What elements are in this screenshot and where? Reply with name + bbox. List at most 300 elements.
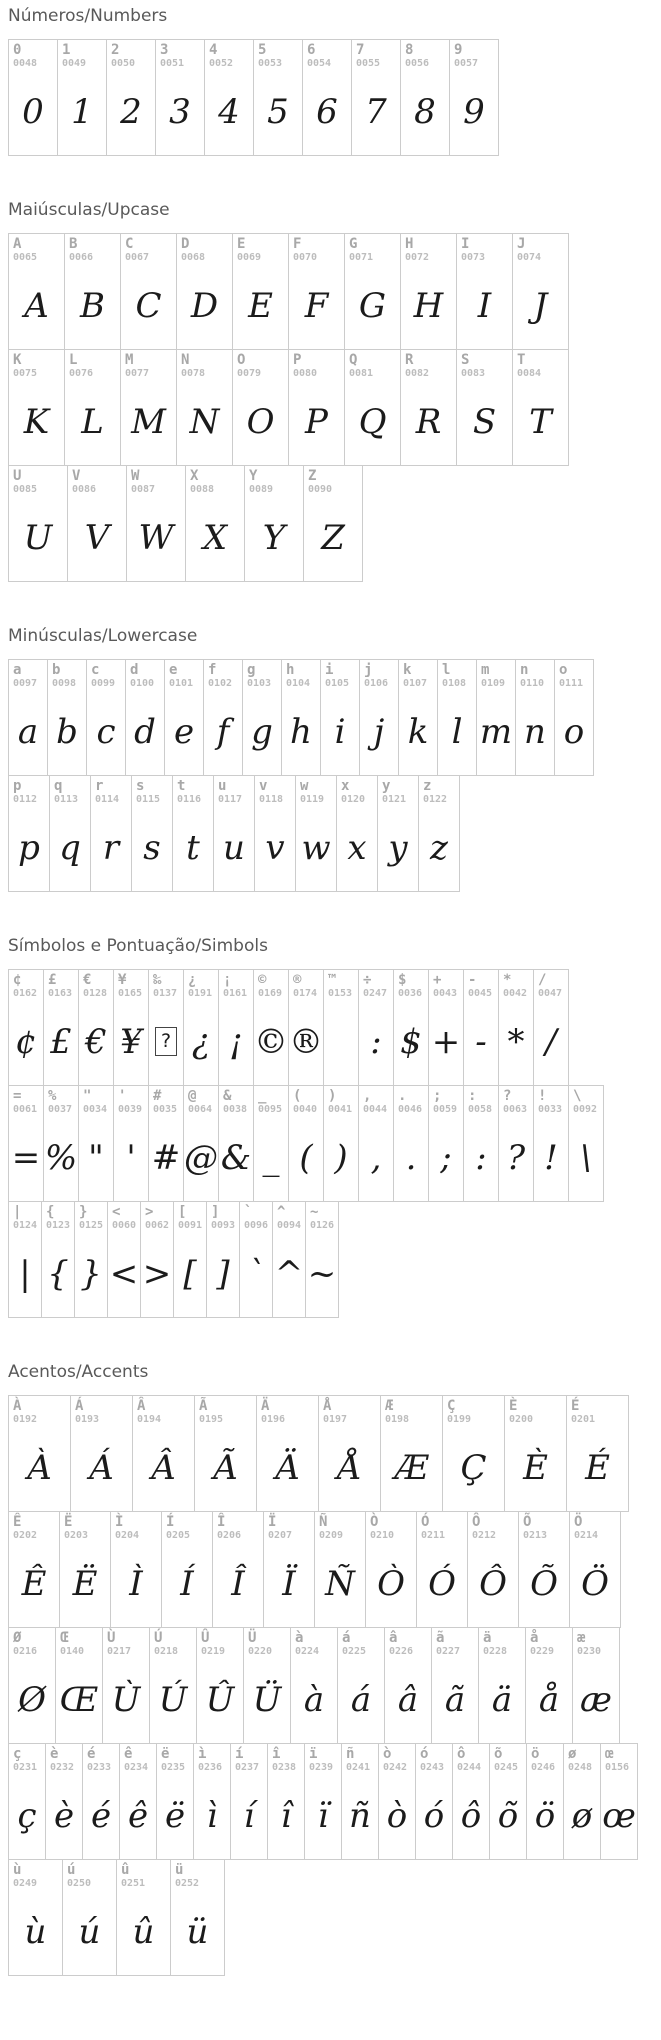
- char-code: 0229: [530, 1646, 555, 1657]
- glyph-preview: [131, 496, 181, 579]
- glyph-char: ó: [423, 1795, 445, 1836]
- char-label: P: [293, 352, 302, 368]
- glyph-char: I: [477, 285, 492, 326]
- glyph-char: Í: [180, 1563, 194, 1604]
- char-code: 0065: [13, 252, 38, 263]
- glyph-preview: [223, 1000, 249, 1083]
- glyph-preview: [220, 1116, 252, 1199]
- char-cell: [563, 1743, 601, 1860]
- glyph-char: P: [305, 401, 328, 442]
- glyph-preview: [307, 1232, 337, 1315]
- glyph-preview: [356, 70, 396, 153]
- glyph-char: ^: [274, 1253, 304, 1294]
- char-label: Î: [217, 1514, 226, 1530]
- char-label: r: [95, 778, 104, 794]
- char-code: 0211: [421, 1530, 446, 1541]
- char-code: 0195: [199, 1414, 224, 1425]
- char-code: 0126: [310, 1220, 335, 1231]
- char-cell: [57, 39, 107, 156]
- char-label: ~: [310, 1204, 319, 1220]
- glyph-char: p: [18, 827, 40, 868]
- glyph-preview: [268, 1542, 310, 1625]
- char-code: 0193: [75, 1414, 100, 1425]
- char-label: s: [136, 778, 145, 794]
- char-cell: [8, 39, 58, 156]
- glyph-char: <: [109, 1253, 139, 1294]
- glyph-char: u: [223, 827, 245, 868]
- char-code: 0238: [272, 1762, 297, 1773]
- glyph-preview: [602, 1774, 636, 1857]
- char-code: 0068: [181, 252, 206, 263]
- char-label: `: [244, 1204, 253, 1220]
- glyph-preview: [503, 1116, 529, 1199]
- glyph-char: @: [184, 1137, 218, 1178]
- char-label: /: [538, 972, 547, 988]
- char-code: 0047: [538, 988, 563, 999]
- char-label: }: [79, 1204, 88, 1220]
- char-label: U: [13, 468, 22, 484]
- char-label: Ñ: [319, 1514, 328, 1530]
- glyph-preview: [181, 380, 228, 463]
- glyph-preview: [461, 380, 508, 463]
- glyph-char: ï: [317, 1795, 329, 1836]
- char-code: 0048: [13, 58, 38, 69]
- char-label: ¥: [118, 972, 127, 988]
- glyph-char: .: [405, 1137, 417, 1178]
- char-code: 0059: [433, 1104, 458, 1115]
- char-label: 0: [13, 42, 22, 58]
- char-code: 0125: [79, 1220, 104, 1231]
- char-code: 0121: [382, 794, 407, 805]
- glyph-char: w: [301, 827, 331, 868]
- char-label: F: [293, 236, 302, 252]
- glyph-char: ¢: [15, 1021, 37, 1062]
- char-cell: [8, 1395, 71, 1512]
- char-cell: [305, 1201, 339, 1318]
- glyph-char: /: [545, 1021, 557, 1062]
- glyph-preview: [293, 1116, 319, 1199]
- char-cell: [525, 1627, 573, 1744]
- glyph-char: ': [126, 1137, 136, 1178]
- char-label: M: [125, 352, 134, 368]
- section-title: Símbolos e Pontuação/Simbols: [8, 936, 268, 956]
- char-label: \: [573, 1088, 582, 1104]
- glyph-preview: [309, 1774, 337, 1857]
- char-label: œ: [605, 1746, 614, 1762]
- char-label: ': [118, 1088, 127, 1104]
- grid-row: [8, 1744, 661, 1860]
- glyph-preview: [319, 1542, 361, 1625]
- char-cell: [8, 1201, 42, 1318]
- char-cell: [126, 465, 186, 582]
- grid-row: [8, 233, 661, 350]
- char-cell: [242, 659, 282, 776]
- glyph-char: Û: [205, 1679, 235, 1720]
- char-cell: [452, 1743, 490, 1860]
- char-cell: [8, 969, 44, 1086]
- char-label: R: [405, 352, 414, 368]
- glyph-preview: [125, 380, 172, 463]
- char-grid: [8, 659, 661, 892]
- glyph-preview: [166, 1542, 208, 1625]
- char-cell: [533, 969, 569, 1086]
- char-label: å: [530, 1630, 539, 1646]
- char-code: 0034: [83, 1104, 108, 1115]
- char-label: õ: [494, 1746, 503, 1762]
- glyph-char: È: [523, 1447, 548, 1488]
- char-code: 0241: [346, 1762, 371, 1773]
- char-label: Ù: [107, 1630, 116, 1646]
- glyph-preview: [109, 1232, 139, 1315]
- char-cell: [476, 659, 516, 776]
- char-code: 0237: [235, 1762, 260, 1773]
- char-code: 0053: [258, 58, 283, 69]
- char-cell: [212, 1511, 264, 1628]
- glyph-preview: [121, 1890, 166, 1973]
- char-code: 0051: [160, 58, 185, 69]
- char-grid: [8, 1395, 661, 1976]
- grid-row: [8, 776, 661, 892]
- glyph-preview: [436, 1658, 474, 1741]
- glyph-char: #: [151, 1137, 181, 1178]
- glyph-char: Ë: [72, 1563, 98, 1604]
- char-code: 0112: [13, 794, 38, 805]
- char-cell: [244, 465, 304, 582]
- char-code: 0220: [248, 1646, 273, 1657]
- char-cell: [45, 1743, 83, 1860]
- char-cell: [78, 1085, 114, 1202]
- glyph-preview: [52, 690, 82, 773]
- glyph-preview: [398, 1116, 424, 1199]
- char-cell: [149, 1627, 197, 1744]
- char-cell: [359, 659, 399, 776]
- char-cell: [518, 1511, 570, 1628]
- glyph-preview: [389, 1658, 427, 1741]
- char-label: A: [13, 236, 22, 252]
- char-cell: [185, 465, 245, 582]
- char-label: ó: [420, 1746, 429, 1762]
- char-code: 0119: [300, 794, 325, 805]
- glyph-char: d: [134, 711, 156, 752]
- char-code: 0106: [364, 678, 389, 689]
- char-label: W: [131, 468, 140, 484]
- char-cell: [302, 39, 352, 156]
- char-cell: [600, 1743, 638, 1860]
- char-code: 0075: [13, 368, 38, 379]
- glyph-preview: [237, 380, 284, 463]
- glyph-preview: [286, 690, 316, 773]
- char-cell: [365, 1511, 417, 1628]
- char-label: é: [87, 1746, 96, 1762]
- glyph-preview: [261, 1426, 314, 1509]
- char-cell: [526, 1743, 564, 1860]
- char-code: 0107: [403, 678, 428, 689]
- char-label: %: [48, 1088, 57, 1104]
- glyph-char: K: [23, 401, 50, 442]
- char-code: 0217: [107, 1646, 132, 1657]
- char-label: b: [52, 662, 61, 678]
- char-cell: [41, 1201, 75, 1318]
- grid-row: [8, 969, 661, 1086]
- char-label: ¡: [223, 972, 232, 988]
- glyph-preview: [325, 690, 355, 773]
- char-code: 0039: [118, 1104, 143, 1115]
- char-code: 0041: [328, 1104, 353, 1115]
- char-code: 0054: [307, 58, 332, 69]
- glyph-char: n: [524, 711, 546, 752]
- char-label: ì: [198, 1746, 207, 1762]
- char-code: 0161: [223, 988, 248, 999]
- char-code: 0218: [154, 1646, 179, 1657]
- char-cell: [107, 1201, 141, 1318]
- glyph-preview: [295, 1658, 333, 1741]
- glyph-char: ~: [307, 1253, 337, 1294]
- char-label: (: [293, 1088, 302, 1104]
- char-cell: [533, 1085, 569, 1202]
- char-cell: [213, 775, 255, 892]
- char-label: Ì: [115, 1514, 124, 1530]
- glyph-preview: [44, 1116, 78, 1199]
- glyph-preview: [385, 1426, 438, 1509]
- char-code: 0092: [573, 1104, 598, 1115]
- glyph-preview: [509, 1426, 562, 1509]
- char-code: 0102: [208, 678, 233, 689]
- char-cell: [566, 1395, 629, 1512]
- char-cell: [120, 233, 177, 350]
- glyph-char: Z: [321, 517, 345, 558]
- glyph-char: `: [247, 1253, 265, 1294]
- char-label: ï: [309, 1746, 318, 1762]
- char-label: 7: [356, 42, 365, 58]
- char-code: 0111: [559, 678, 584, 689]
- char-cell: [59, 1511, 111, 1628]
- char-code: 0037: [48, 1104, 73, 1115]
- char-code: 0056: [405, 58, 430, 69]
- char-code: 0060: [112, 1220, 137, 1231]
- char-label: 3: [160, 42, 169, 58]
- char-code: 0224: [295, 1646, 320, 1657]
- char-cell: [416, 1511, 468, 1628]
- glyph-char: Ñ: [325, 1563, 355, 1604]
- glyph-preview: [405, 70, 445, 153]
- glyph-preview: [111, 70, 151, 153]
- glyph-preview: [483, 1658, 521, 1741]
- char-cell: [196, 1627, 244, 1744]
- char-label: 1: [62, 42, 71, 58]
- glyph-char: 2: [120, 91, 142, 132]
- grid-row: [8, 659, 661, 776]
- char-code: 0118: [259, 794, 284, 805]
- glyph-char: e: [173, 711, 195, 752]
- glyph-preview: [13, 1542, 55, 1625]
- section: [8, 1362, 661, 1976]
- glyph-preview: [95, 806, 127, 889]
- glyph-char: ì: [206, 1795, 218, 1836]
- char-cell: [203, 659, 243, 776]
- char-label: Æ: [385, 1398, 394, 1414]
- glyph-preview: [577, 1658, 615, 1741]
- glyph-char: û: [132, 1911, 155, 1952]
- glyph-preview: [421, 1542, 463, 1625]
- char-cell: [320, 659, 360, 776]
- glyph-preview: [494, 1774, 522, 1857]
- char-label: x: [341, 778, 350, 794]
- glyph-char: Ê: [21, 1563, 47, 1604]
- char-code: 0199: [447, 1414, 472, 1425]
- char-cell: [232, 233, 289, 350]
- char-cell: [106, 39, 156, 156]
- char-label: [: [178, 1204, 187, 1220]
- glyph-char: Á: [89, 1447, 114, 1488]
- glyph-char: à: [303, 1679, 325, 1720]
- char-code: 0078: [181, 368, 206, 379]
- char-code: 0108: [442, 678, 467, 689]
- grid-row: [8, 350, 661, 466]
- char-cell: [344, 233, 401, 350]
- char-cell: [43, 1085, 79, 1202]
- char-code: 0198: [385, 1414, 410, 1425]
- char-label: e: [169, 662, 178, 678]
- glyph-preview: [364, 690, 394, 773]
- char-cell: [288, 349, 345, 466]
- glyph-char: Ó: [428, 1563, 456, 1604]
- char-label: Ó: [421, 1514, 430, 1530]
- glyph-char: ?: [506, 1137, 526, 1178]
- glyph-preview: [13, 264, 60, 347]
- glyph-preview: [523, 1542, 565, 1625]
- char-cell: [498, 1085, 534, 1202]
- char-label: Ã: [199, 1398, 208, 1414]
- glyph-char: ;: [440, 1137, 452, 1178]
- char-label: m: [481, 662, 490, 678]
- glyph-preview: [363, 1116, 389, 1199]
- glyph-char: õ: [497, 1795, 519, 1836]
- char-grid: [8, 39, 661, 156]
- glyph-char: :: [475, 1137, 487, 1178]
- char-label: ): [328, 1088, 337, 1104]
- glyph-char: Ã: [213, 1447, 238, 1488]
- glyph-char: m: [479, 711, 513, 752]
- glyph-char: F: [304, 285, 329, 326]
- glyph-preview: [274, 1232, 304, 1315]
- char-cell: [498, 969, 534, 1086]
- glyph-char: è: [53, 1795, 75, 1836]
- glyph-char: J: [533, 285, 548, 326]
- char-label: ö: [531, 1746, 540, 1762]
- glyph-preview: [177, 806, 209, 889]
- glyph-char: ]: [216, 1253, 230, 1294]
- char-label: 5: [258, 42, 267, 58]
- glyph-char: x: [347, 827, 367, 868]
- char-code: 0042: [503, 988, 528, 999]
- char-code: 0079: [237, 368, 262, 379]
- char-code: 0248: [568, 1762, 593, 1773]
- glyph-char: Ù: [111, 1679, 141, 1720]
- glyph-char: O: [246, 401, 275, 442]
- char-code: 0165: [118, 988, 143, 999]
- char-cell: [489, 1743, 527, 1860]
- char-code: 0063: [503, 1104, 528, 1115]
- glyph-preview: [254, 1000, 288, 1083]
- char-label: p: [13, 778, 22, 794]
- glyph-preview: [249, 496, 299, 579]
- char-cell: [437, 659, 477, 776]
- section: [8, 936, 661, 1318]
- char-code: 0095: [258, 1104, 283, 1115]
- char-code: 0117: [218, 794, 243, 805]
- glyph-char: æ: [580, 1679, 612, 1720]
- glyph-preview: [201, 1658, 239, 1741]
- char-code: 0216: [13, 1646, 38, 1657]
- glyph-preview: [178, 1232, 202, 1315]
- char-label: ú: [67, 1862, 76, 1878]
- char-label: î: [272, 1746, 281, 1762]
- char-code: 0076: [69, 368, 94, 379]
- glyph-preview: [503, 1000, 529, 1083]
- glyph-preview: [208, 690, 238, 773]
- section: [8, 6, 661, 156]
- glyph-char: r: [102, 827, 120, 868]
- char-code: 0137: [153, 988, 178, 999]
- glyph-char: ®: [289, 1021, 323, 1062]
- glyph-preview: [13, 1116, 39, 1199]
- char-code: 0123: [46, 1220, 71, 1231]
- glyph-char: ú: [78, 1911, 101, 1952]
- char-label: Ü: [248, 1630, 257, 1646]
- char-code: 0094: [277, 1220, 302, 1231]
- char-cell: [70, 1395, 133, 1512]
- char-cell: [295, 775, 337, 892]
- char-cell: [155, 39, 205, 156]
- glyph-preview: [13, 1426, 66, 1509]
- char-code: 0226: [389, 1646, 414, 1657]
- char-code: 0097: [13, 678, 38, 689]
- glyph-char: W: [138, 517, 174, 558]
- char-cell: [337, 1627, 385, 1744]
- grid-row: [8, 1512, 661, 1628]
- missing-glyph-box: ?: [155, 1027, 177, 1056]
- section-title: Maiúsculas/Upcase: [8, 200, 170, 220]
- char-label: q: [54, 778, 63, 794]
- glyph-char: z: [430, 827, 448, 868]
- glyph-char: 7: [365, 91, 387, 132]
- char-label: û: [121, 1862, 130, 1878]
- char-code: 0249: [13, 1878, 38, 1889]
- char-label: è: [50, 1746, 59, 1762]
- glyph-preview: [13, 1000, 39, 1083]
- char-cell: [176, 349, 233, 466]
- char-label: ÷: [363, 972, 372, 988]
- char-code: 0064: [188, 1104, 213, 1115]
- char-code: 0174: [293, 988, 318, 999]
- glyph-preview: [188, 1000, 214, 1083]
- glyph-preview: [107, 1658, 145, 1741]
- char-cell: [8, 659, 48, 776]
- char-label: Ô: [472, 1514, 481, 1530]
- char-cell: [90, 775, 132, 892]
- glyph-char: 9: [463, 91, 485, 132]
- char-label: E: [237, 236, 246, 252]
- char-label: ™: [328, 972, 337, 988]
- char-cell: [183, 969, 219, 1086]
- section-title: Minúsculas/Lowercase: [8, 626, 198, 646]
- char-label: ¿: [188, 972, 197, 988]
- char-cell: [243, 1627, 291, 1744]
- char-code: 0043: [433, 988, 458, 999]
- glyph-char: }: [80, 1253, 102, 1294]
- glyph-preview: [538, 1116, 564, 1199]
- char-cell: [572, 1627, 620, 1744]
